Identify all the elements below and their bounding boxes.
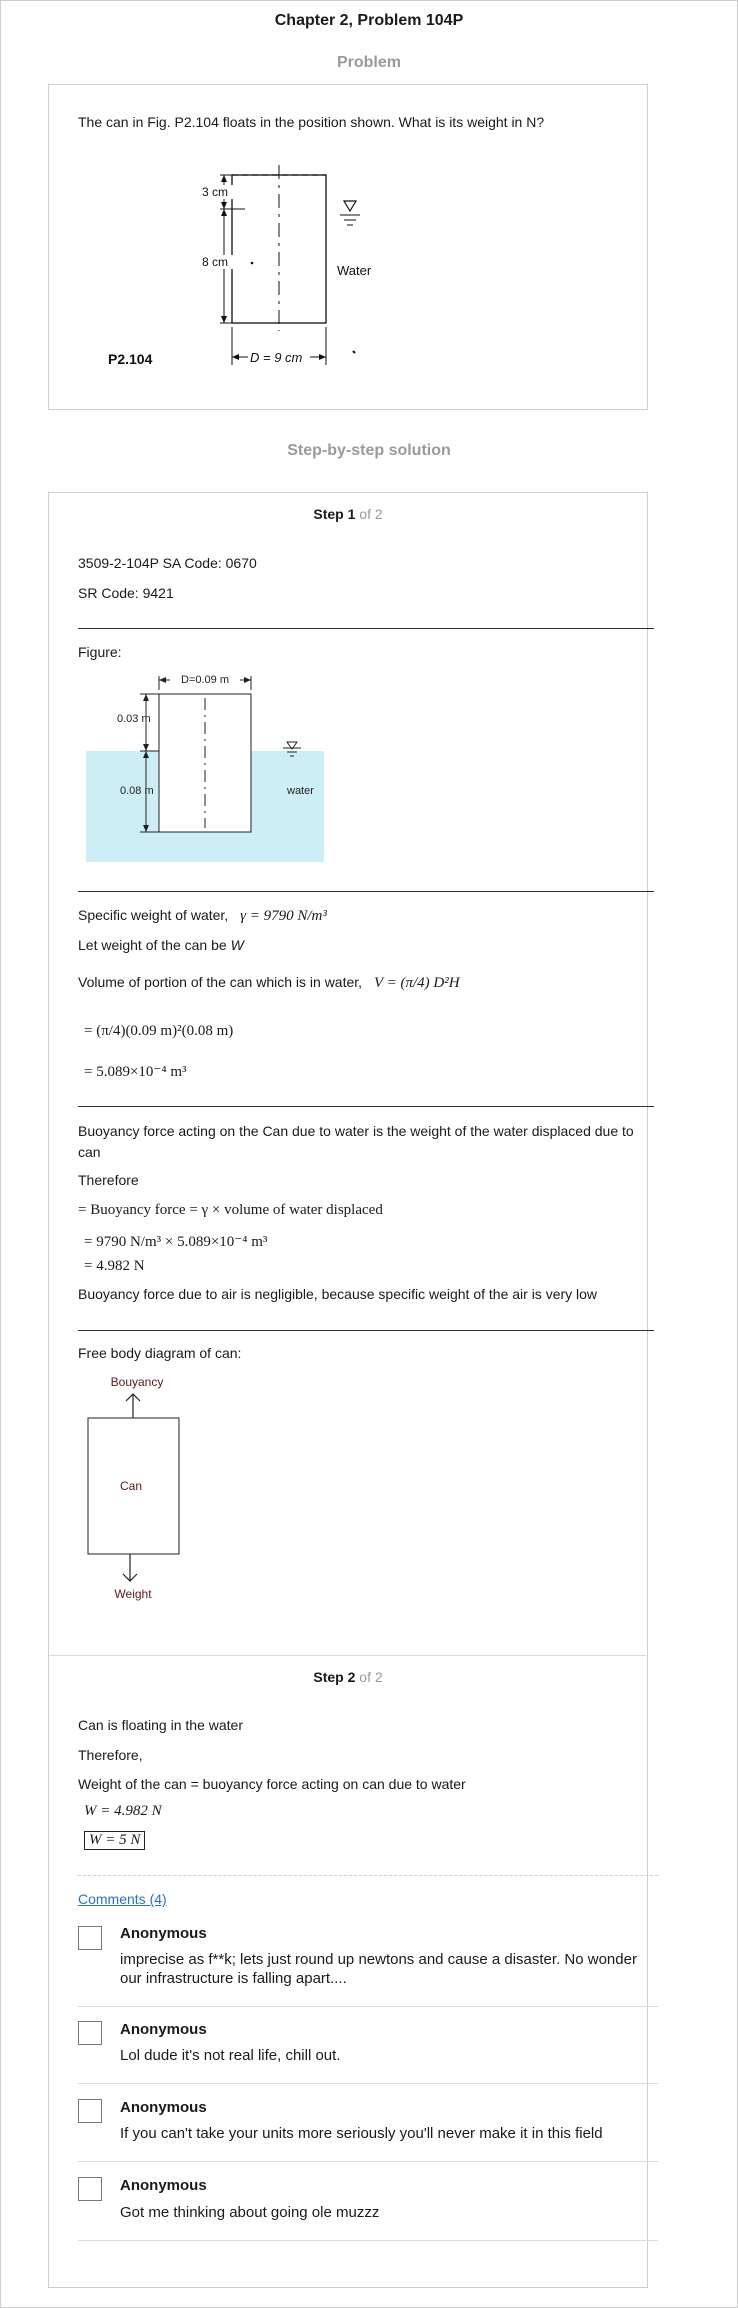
comment-author: Anonymous (120, 2099, 207, 2116)
label-d: D = 9 cm (250, 350, 303, 365)
fbd-bottom-label: Weight (114, 1587, 152, 1601)
label-h1: 0.03 m (117, 713, 151, 725)
fbd-label: Free body diagram of can: (78, 1345, 242, 1361)
vol-sub: = (π/4)(0.09 m)²(0.08 m) (84, 1023, 234, 1039)
buoy-eq: = Buoyancy force = γ × volume of water displaced (78, 1202, 383, 1218)
page-title: Chapter 2, Problem 104P (274, 12, 464, 29)
label-3cm: 3 cm (202, 185, 229, 199)
free-body-diagram (84, 1372, 204, 1604)
comment-text: imprecise as f**k; lets just round up newtons and cause a disaster. No wonder our infrastructure is falling apart.... (120, 1951, 637, 1987)
specific-weight-line (78, 907, 327, 925)
step1-num: 1 (347, 506, 356, 522)
step2-of: of 2 (359, 1669, 383, 1685)
step2-header (48, 1669, 648, 1685)
problem-heading: Problem (336, 54, 401, 71)
volume-line (78, 974, 460, 992)
buoy-result: = 4.982 N (84, 1258, 145, 1274)
therefore-1: Therefore (78, 1172, 139, 1188)
sw-label: Specific weight of water, (78, 907, 229, 923)
problem-text: The can in Fig. P2.104 floats in the position shown. What is its weight in N? (78, 114, 545, 130)
step1-header (48, 506, 648, 522)
figure-id: P2.104 (108, 351, 153, 367)
step1-of: of 2 (359, 506, 383, 522)
dim-arrow (221, 316, 227, 323)
step2-line1: Can is floating in the water (78, 1717, 243, 1733)
let-weight-text: Let weight of the can be (78, 937, 227, 953)
w-symbol: W (230, 937, 244, 953)
dim-arrow (159, 677, 166, 683)
sw-eq: γ = 9790 N/m³ (240, 908, 327, 924)
step1-word: Step (313, 506, 344, 522)
label-water: water (287, 785, 314, 797)
label-8cm: 8 cm (202, 255, 229, 269)
dot (251, 262, 254, 265)
comment-text: Lol dude it's not real life, chill out. (120, 2047, 341, 2064)
step2-num: 2 (347, 1669, 356, 1685)
dim-arrow (221, 175, 227, 182)
comment-separator (78, 2006, 658, 2007)
comment-author: Anonymous (120, 2021, 207, 2038)
air-note: Buoyancy force due to air is negligible, because specific weight of the air is very low (78, 1286, 598, 1302)
label-d: D=0.09 m (181, 674, 229, 686)
fbd-top-label: Bouyancy (110, 1375, 164, 1389)
comment-author: Anonymous (120, 2177, 207, 2194)
dim-arrow (221, 209, 227, 216)
label-water: Water (337, 263, 372, 278)
comment-text: Got me thinking about going ole muzzz (120, 2204, 380, 2221)
step2-line2: Therefore, (78, 1747, 143, 1763)
dim-arrow (143, 694, 149, 701)
divider (78, 891, 654, 892)
vol-label: Volume of portion of the can which is in water, (78, 974, 363, 990)
code-line-1: 3509-2-104P SA Code: 0670 (78, 555, 257, 571)
comment-separator (78, 2161, 658, 2162)
comments-divider (78, 1875, 658, 1876)
comment-author: Anonymous (120, 1925, 207, 1942)
divider (78, 628, 654, 629)
divider (78, 1330, 654, 1331)
comment-text: If you can't take your units more seriously you'll never make it in this field (120, 2125, 603, 2142)
comment-checkbox[interactable] (78, 2099, 102, 2123)
dim-arrow (319, 354, 326, 360)
dim-arrow (232, 354, 239, 360)
comment-checkbox[interactable] (78, 1926, 102, 1950)
comment-separator (78, 2240, 658, 2241)
step1-figure (84, 668, 334, 868)
solution-heading: Step-by-step solution (287, 442, 451, 459)
vol-eq: V = (π/4) D²H (373, 975, 460, 991)
step-divider (49, 1655, 646, 1656)
step2-eq2-boxed: W = 5 N (84, 1831, 145, 1850)
comments-link[interactable]: Comments (4) (78, 1891, 167, 1907)
step2-line3: Weight of the can = buoyancy force acting on can due to water (78, 1776, 466, 1792)
comment-separator (78, 2083, 658, 2084)
buoyancy-text: Buoyancy force acting on the Can due to water is the weight of the water displaced due to can (78, 1123, 634, 1160)
water-surface-icon (344, 201, 356, 211)
dim-arrow (221, 202, 227, 209)
dim-arrow (244, 677, 251, 683)
vol-result: = 5.089×10⁻⁴ m³ (84, 1064, 187, 1080)
problem-figure (100, 155, 390, 375)
comment-checkbox[interactable] (78, 2177, 102, 2201)
let-weight-line (78, 937, 244, 953)
fbd-mid-label: Can (119, 1479, 143, 1493)
speck (353, 351, 355, 353)
comment-checkbox[interactable] (78, 2021, 102, 2045)
step2-eq1: W = 4.982 N (84, 1803, 162, 1819)
code-line-2: SR Code: 9421 (78, 585, 174, 601)
step2-word: Step (313, 1669, 344, 1685)
dim-arrow (143, 744, 149, 751)
buoy-sub: = 9790 N/m³ × 5.089×10⁻⁴ m³ (84, 1234, 268, 1250)
divider (78, 1106, 654, 1107)
label-h2: 0.08 m (120, 785, 154, 797)
figure-label: Figure: (78, 644, 122, 660)
